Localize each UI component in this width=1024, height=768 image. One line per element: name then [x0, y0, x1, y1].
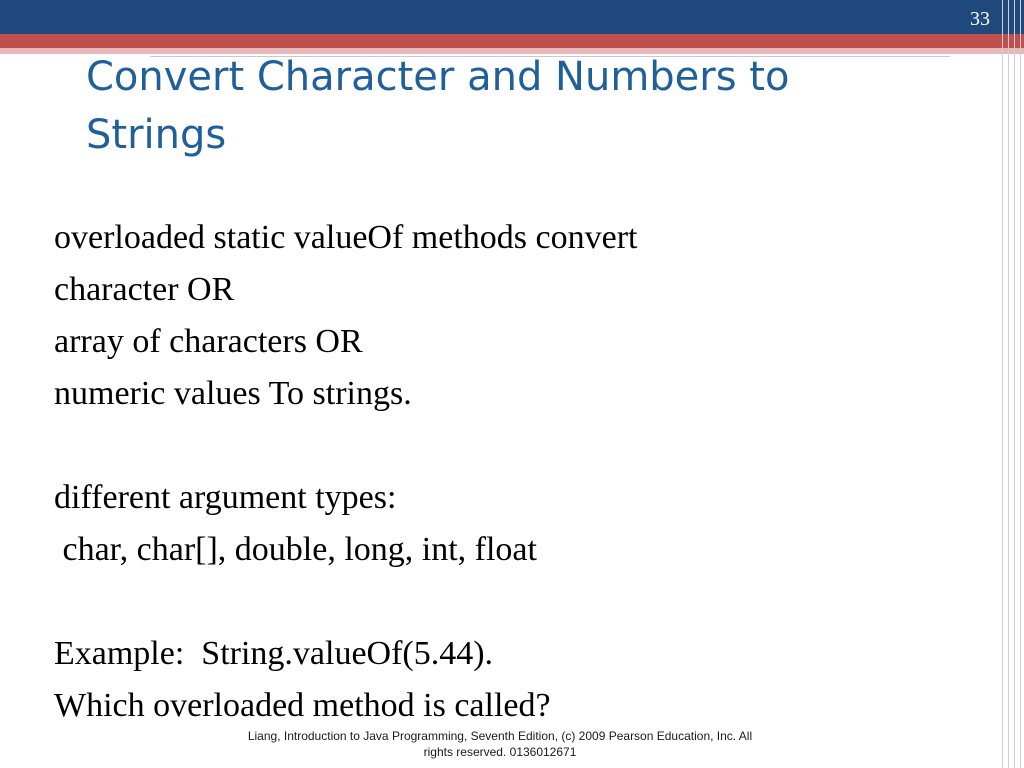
body-line: array of characters OR [54, 323, 363, 360]
edge-decoration [998, 0, 1024, 768]
body-line: char, char[], double, long, int, float [54, 531, 537, 568]
body-line: overloaded static valueOf methods convert [54, 219, 638, 256]
footer-line-2: rights reserved. 0136012671 [423, 745, 577, 759]
copyright-footer [200, 728, 800, 760]
slide-title [86, 48, 946, 164]
footer-line-1: Liang, Introduction to Java Programming, Seventh Edition, (c) 2009 Pearson Education, Inc. All [247, 729, 753, 743]
title-line-1: Convert Character and Numbers to [86, 54, 790, 100]
accent-stripe [0, 34, 1024, 48]
title-line-2: Strings [86, 112, 227, 158]
slide-number: 33 [970, 8, 990, 30]
body-line-blank [54, 576, 974, 628]
body-line: Example: String.valueOf(5.44). [54, 635, 494, 672]
body-line-blank [54, 420, 974, 472]
body-line: character OR [54, 271, 235, 308]
body-line: numeric values To strings. [54, 375, 412, 412]
body-line: Which overloaded method is called? [54, 687, 551, 724]
header-band [0, 0, 1024, 34]
slide-body [54, 212, 974, 732]
body-line: different argument types: [54, 479, 397, 516]
